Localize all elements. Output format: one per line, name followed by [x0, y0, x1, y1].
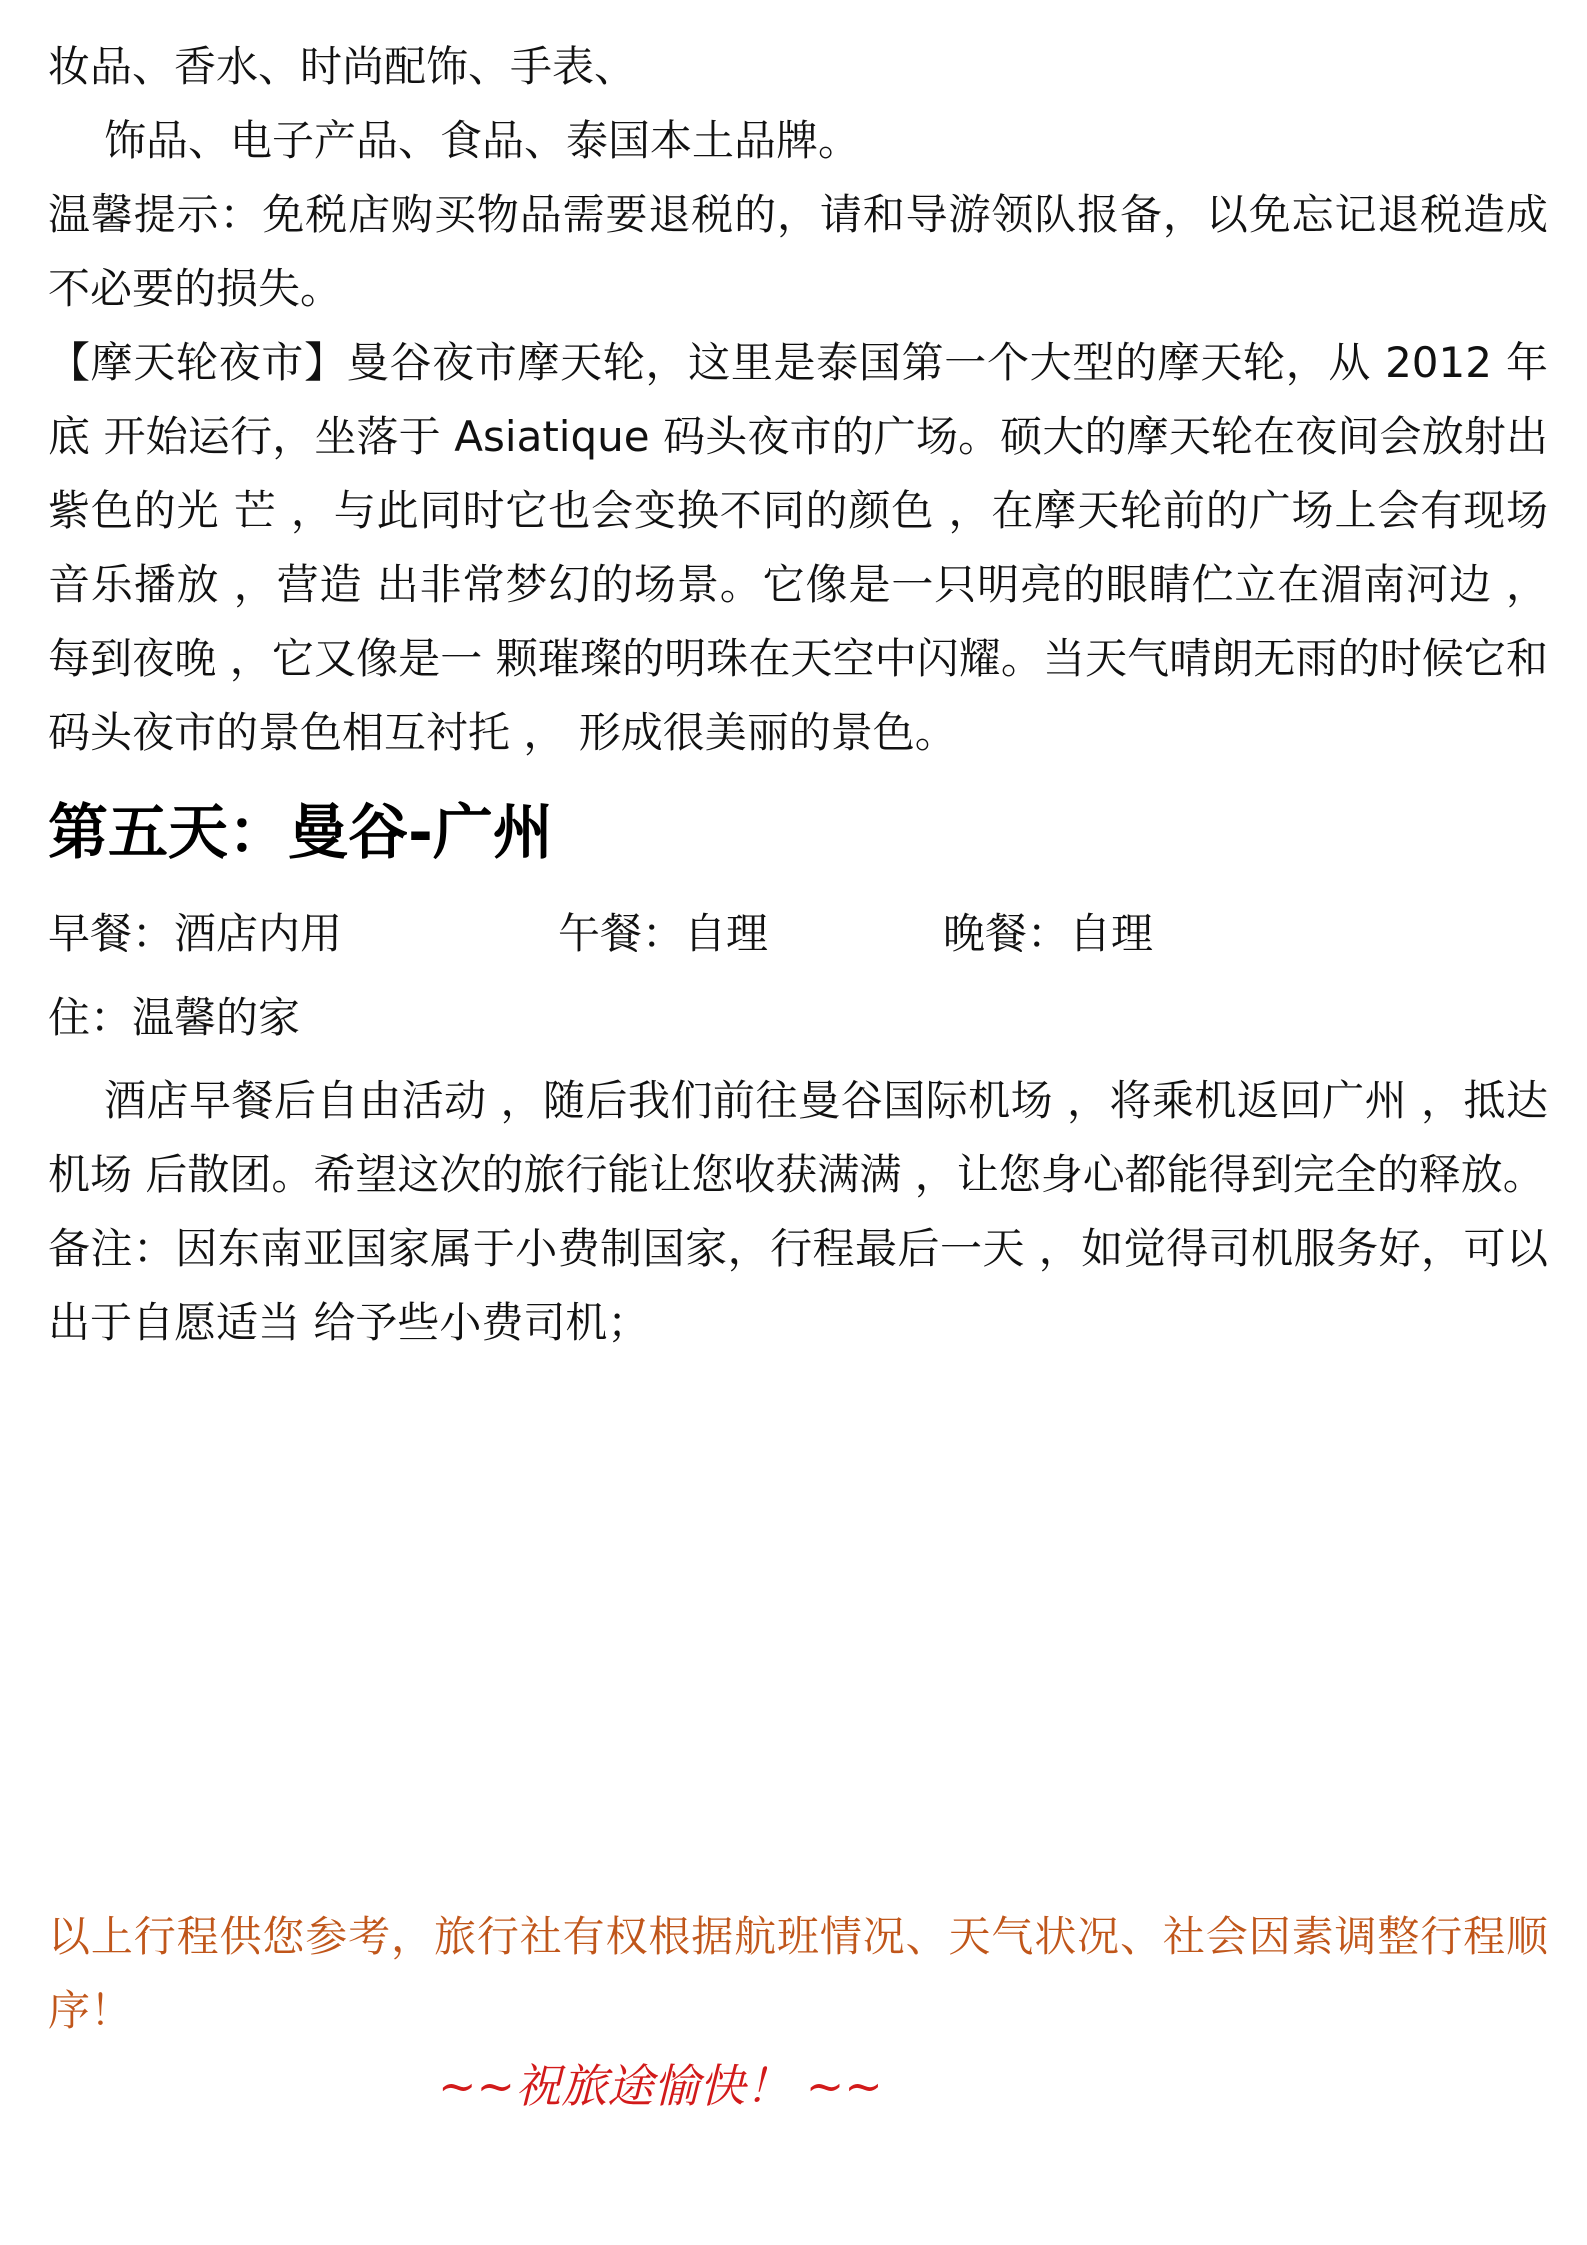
shopping-items-line-2: 饰品、电子产品、食品、泰国本土品牌。 [104, 116, 861, 165]
tipping-note: 备注：因东南亚国家属于小费制国家，行程最后一天 ，如觉得司机服务好，可以出于自愿适当 给予些小费司机； [48, 1224, 1548, 1347]
meals-row [48, 892, 1548, 976]
bon-voyage-wish: ~~祝旅途愉快！ ~~ [438, 2059, 883, 2113]
tax-refund-tip: 温馨提示：免税店购买物品需要退税的，请和导游领队报备，以免忘记退税造成不必要的损失。 [48, 190, 1548, 313]
lunch-info: 午餐：自理 [558, 909, 769, 958]
dinner-info: 晚餐：自理 [943, 909, 1154, 958]
accommodation-info: 住：温馨的家 [48, 993, 301, 1042]
document-body [48, 30, 1548, 1360]
day5-heading: 第五天：曼谷-广州 [48, 798, 553, 868]
itinerary-disclaimer: 以上行程供您参考，旅行社有权根据航班情况、天气状况、社会因素调整行程顺序！ [48, 1912, 1548, 2035]
breakfast-info: 早餐：酒店内用 [48, 909, 343, 958]
shopping-items-line-1: 妆品、香水、时尚配饰、手表、 [48, 42, 637, 91]
ferris-wheel-paragraph: 【摩天轮夜市】曼谷夜市摩天轮，这里是泰国第一个大型的摩天轮，从 2012 年底 开始运行，坐落于 Asiatique 码头夜市的广场。硕大的摩天轮在夜间会放射出紫色的光 芒 ，与此同时它也会变换不同的颜色 ，在摩天轮前的广场上会有现场音乐播放 ，营造 出非常梦幻的场景。它像是一只明亮的眼睛伫立在湄南河边 ，每到夜晚 ，它又像是一 颗璀璨的明珠在天空中闪耀。当天气晴朗无雨的时候它和码头夜市的景色相互衬托 ， 形成很美丽的景色。 [48, 338, 1548, 757]
day5-description: 酒店早餐后自由活动 ，随后我们前往曼谷国际机场 ，将乘机返回广州 ，抵达机场 后散团。希望这次的旅行能让您收获满满 ，让您身心都能得到完全的释放。 [48, 1076, 1548, 1199]
